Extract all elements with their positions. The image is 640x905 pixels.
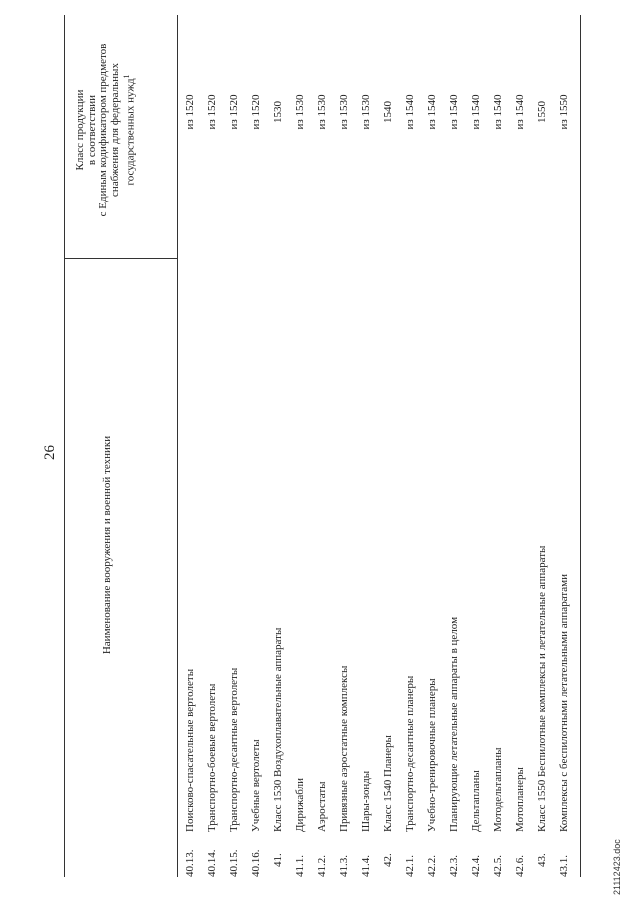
header-bottom-rule [177,15,178,877]
header-class-line-text: государственных нужд [124,78,137,186]
row-number: 43.1. [558,855,570,877]
table-row [403,17,425,877]
table-row [205,17,227,877]
row-number: 40.14. [206,849,218,877]
row-name: Класс 1540 Планеры [382,735,394,832]
row-class: из 1530 [338,94,350,130]
row-name: Аэростаты [316,781,328,832]
row-name: Транспортно-боевые вертолеты [206,683,218,832]
table-row [425,17,447,877]
row-number: 42.5. [492,855,504,877]
row-name: Класс 1530 Воздухоплавательные аппараты [272,627,284,832]
table-row [469,17,491,877]
row-class: 1540 [382,101,394,123]
row-name: Мотопланеры [514,767,526,832]
page-number: 26 [42,445,58,460]
header-class-line: снабжения для федеральных [108,63,121,197]
table-row [183,17,205,877]
row-class: из 1540 [470,94,482,130]
row-number: 42.2. [426,855,438,877]
footnote-mark: 1 [122,74,131,79]
table-row [249,17,271,877]
table-row [359,17,381,877]
row-name: Шары-зонды [360,770,372,832]
row-name: Привязные аэростатные комплексы [338,665,350,832]
row-name: Мотодельтапланы [492,747,504,832]
row-number: 42.6. [514,855,526,877]
row-name: Комплексы с беспилотными летательными аппаратами [558,574,570,832]
row-name: Транспортно-десантные планеры [404,675,416,832]
table-row [557,17,579,877]
table-bottom-rule [580,15,581,877]
row-class: из 1540 [448,94,460,130]
row-class: из 1540 [404,94,416,130]
row-number: 41.4. [360,855,372,877]
row-number: 40.13. [184,849,196,877]
row-class: 1550 [536,101,548,123]
table-row [381,17,403,877]
table-row [513,17,535,877]
file-name-footer: 21112423.doc [612,839,622,895]
row-name: Планирующие летательные аппараты в целом [448,616,460,832]
table-row [337,17,359,877]
row-number: 42.3. [448,855,460,877]
table-top-rule [64,15,65,877]
row-number: 40.16. [250,849,262,877]
table-row [535,17,557,877]
row-number: 41. [272,853,284,867]
row-class: из 1530 [360,94,372,130]
header-class-line: в соответствии [85,94,98,166]
header-name-column: Наименование вооружения и военной техники [101,435,113,655]
header-class-line: Класс продукции [74,89,86,171]
row-class: из 1520 [250,94,262,130]
row-number: 41.1. [294,855,306,877]
row-name: Класс 1550 Беспилотные комплексы и летательные аппараты [536,545,548,832]
row-number: 42. [382,853,394,867]
header-class-line: с Единым кодификатором предметов [97,43,109,217]
column-divider [64,258,178,259]
table-row [491,17,513,877]
row-name: Дельтапланы [470,770,482,832]
row-number: 42.1. [404,855,416,877]
row-number: 41.3. [338,855,350,877]
row-number: 42.4. [470,855,482,877]
row-class: из 1520 [184,94,196,130]
row-class: из 1530 [294,94,306,130]
row-name: Транспортно-десантные вертолеты [228,667,240,832]
row-class: 1530 [272,101,284,123]
row-class: из 1520 [206,94,218,130]
row-name: Учебные вертолеты [250,739,262,832]
row-class: из 1550 [558,94,570,130]
row-class: из 1530 [316,94,328,130]
header-class-line [121,10,137,250]
row-class: из 1540 [514,94,526,130]
table-row [227,17,249,877]
row-name: Дирижабли [294,778,306,832]
row-name: Учебно-тренировочные планеры [426,678,438,832]
table-row [293,17,315,877]
row-class: из 1540 [492,94,504,130]
header-class-column [75,10,137,250]
row-name: Поисково-спасательные вертолеты [184,668,196,832]
row-number: 41.2. [316,855,328,877]
row-class: из 1520 [228,94,240,130]
row-number: 40.15. [228,849,240,877]
row-class: из 1540 [426,94,438,130]
table-row [315,17,337,877]
table-row [271,17,293,877]
table-row [447,17,469,877]
row-number: 43. [536,853,548,867]
